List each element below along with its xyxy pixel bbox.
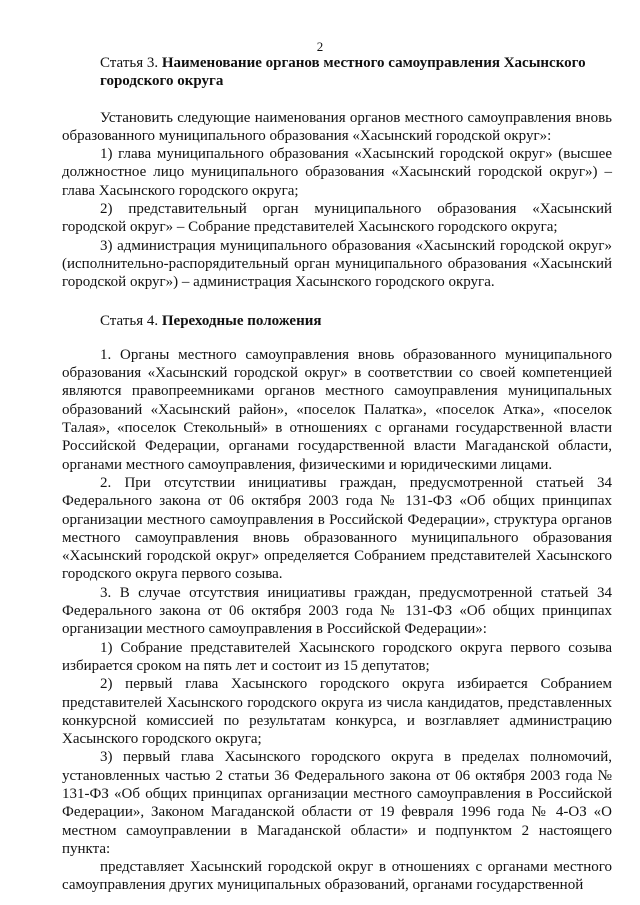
article-3-title: Наименование органов местного самоуправления Хасынского городского округа: [100, 55, 586, 90]
article-3-item-1: 1) глава муниципального образования «Хасынский городской округ» (высшее должностное лицо муниципального образования «Хасынский городской округ») – глава Хасынского городского округа;: [62, 146, 612, 199]
article-4-point-1: 1. Органы местного самоуправления вновь образованного муниципального образования «Хасынский городской округ» в соответствии со своей компетенцией являются правопреемниками органов местного самоуправления муниципальных образований «Хасынский район», «поселок Палатка», «поселок Атка», «поселок Талая», «поселок Стекольный» в отношениях с органами государственной власти Российской Федерации, органами государственной власти Магаданской области, органами местного самоуправления, физическими и юридическими лицами.: [62, 346, 612, 473]
article-3-item-3: 3) администрация муниципального образования «Хасынский городской округ» (исполнительно-распорядительный орган муниципального образования «Хасынский городской округ») – администрация Хасынского городского округа.: [62, 237, 612, 291]
article-3-paragraph: Установить следующие наименования органов местного самоуправления вновь образованного муниципального образования «Хасынский городской округ»:: [62, 109, 612, 144]
article-4-heading: [62, 312, 612, 330]
document-body: [62, 54, 612, 895]
article-3-heading: [62, 54, 612, 91]
article-4-title: Переходные положения: [161, 312, 322, 329]
article-3-item-2: 2) представительный орган муниципального образования «Хасынский городской округ» – Собрание представителей Хасынского городского округа;: [62, 201, 612, 236]
article-4-point-3-sub-1: 1) Собрание представителей Хасынского городского округа первого созыва избирается сроком на пять лет и состоит из 15 депутатов;: [62, 639, 612, 674]
article-4-point-3: 3. В случае отсутствия инициативы граждан, предусмотренной статьей 34 Федерального закона от 06 октября 2003 года № 131-ФЗ «Об общих принципах организации местного самоуправления в Российской Федерации»:: [62, 584, 612, 638]
article-3-label: Статья 3.: [100, 55, 159, 71]
article-4-continuation: представляет Хасынский городской округ в отношениях с органами местного самоуправления других муниципальных образований, органами государственной: [62, 859, 612, 894]
article-4-label: Статья 4.: [100, 312, 159, 329]
article-4-point-2: 2. При отсутствии инициативы граждан, предусмотренной статьей 34 Федерального закона от 06 октября 2003 года № 131-ФЗ «Об общих принципах организации местного самоуправления в Российской Федерации», структура органов местного самоуправления вновь образованного муниципального образования «Хасынский городской округ» определяется Собранием представителей Хасынского городского округа первого созыва.: [62, 474, 612, 583]
page-number: 2: [316, 39, 324, 54]
article-4-point-3-sub-3: 3) первый глава Хасынского городского округа в пределах полномочий, установленных частью 2 статьи 36 Федерального закона от 06 октября 2003 года № 131-ФЗ «Об общих принципах организации местного самоуправления в Российской Федерации», Законом Магаданской области от 19 февраля 1996 года № 4-ОЗ «О местном самоуправлении в Магаданской области» и подпунктом 2 настоящего пункта:: [62, 749, 612, 857]
article-4-point-3-sub-2: 2) первый глава Хасынского городского округа избирается Собранием представителей Хасынского городского округа из числа кандидатов, представленных конкурсной комиссией по результатам конкурса, и возглавляет администрацию Хасынского городского округа;: [62, 676, 612, 748]
